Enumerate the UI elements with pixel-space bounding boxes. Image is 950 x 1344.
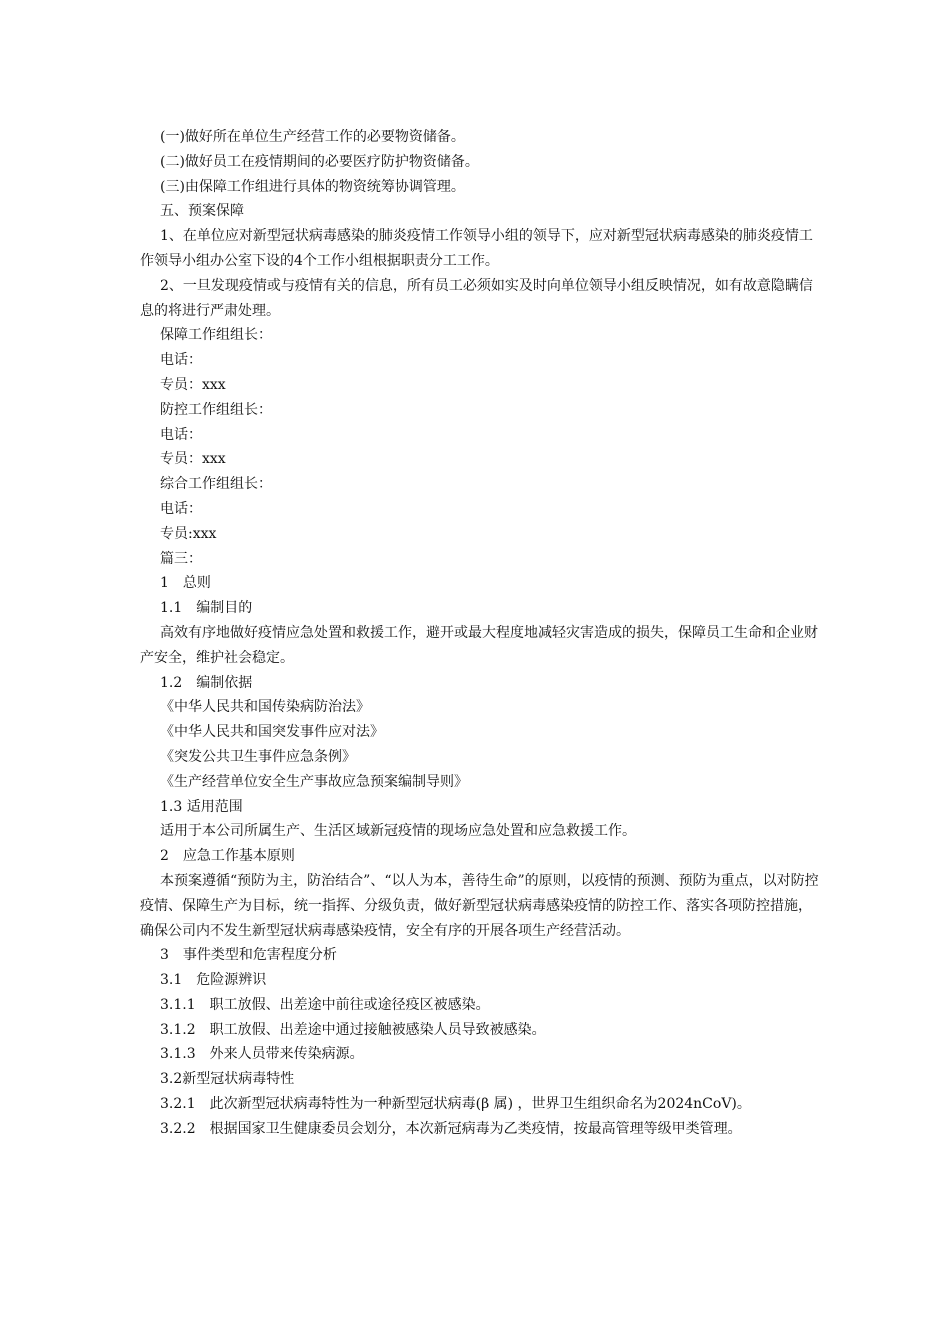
section-heading-general: 1 总则 <box>160 575 211 592</box>
paragraph-principles: 本预案遵循“预防为主，防治结合”、“以人为本，善待生命”的原则，以疫情的预测、预防为重点，以对防控疫情、保障生产为目标，统一指挥、分级负责，做好新型冠状病毒感染疫情的防控工作、落实各项防控措施，确保公司内不发生新型冠状病毒感染疫情，安全有序的开展各项生产经营活动。 <box>140 872 819 939</box>
hazard-item-2: 3.1.2 职工放假、出差途中通过接触被感染人员导致被感染。 <box>160 1021 546 1038</box>
support-group-leader: 保障工作组组长： <box>160 327 272 344</box>
general-group-phone: 电话： <box>160 500 202 517</box>
subsection-heading-scope: 1.3 适用范围 <box>160 798 243 815</box>
basis-law-1: 《中华人民共和国传染病防治法》 <box>160 699 370 716</box>
paragraph-material-reserve-1: (一)做好所在单位生产经营工作的必要物资储备。 <box>160 129 465 145</box>
subsection-heading-purpose: 1.1 编制目的 <box>160 600 253 617</box>
general-group-leader: 综合工作组组长： <box>160 476 272 493</box>
basis-law-2: 《中华人民共和国突发事件应对法》 <box>160 724 384 741</box>
hazard-item-3: 3.1.3 外来人员带来传染病源。 <box>160 1046 364 1063</box>
paragraph-guarantee-1: 1、在单位应对新型冠状病毒感染的肺炎疫情工作领导小组的领导下，应对新型冠状病毒感染的肺炎疫情工作领导小组办公室下设的4个工作小组根据职责分工工作。 <box>140 228 813 269</box>
part-three-heading: 篇三： <box>160 550 202 567</box>
section-heading-event-analysis: 3 事件类型和危害程度分析 <box>160 947 337 964</box>
prevention-group-phone: 电话： <box>160 426 202 443</box>
basis-law-4: 《生产经营单位安全生产事故应急预案编制导则》 <box>160 773 468 790</box>
subsection-heading-virus-characteristics: 3.2新型冠状病毒特性 <box>160 1071 295 1088</box>
document-page <box>140 125 825 1142</box>
prevention-group-specialist: 专员：xxx <box>160 451 226 468</box>
paragraph-purpose: 高效有序地做好疫情应急处置和救援工作，避开或最大程度地减轻灾害造成的损失，保障员工生命和企业财产安全，维护社会稳定。 <box>140 624 818 666</box>
section-heading-principles: 2 应急工作基本原则 <box>160 848 295 865</box>
subsection-heading-basis: 1.2 编制依据 <box>160 674 253 691</box>
paragraph-guarantee-2: 2、一旦发现疫情或与疫情有关的信息，所有员工必须如实及时向单位领导小组反映情况，如有故意隐瞒信息的将进行严肃处理。 <box>140 277 813 319</box>
section-heading-plan-guarantee: 五、预案保障 <box>160 203 244 220</box>
hazard-item-1: 3.1.1 职工放假、出差途中前往或途径疫区被感染。 <box>160 996 490 1013</box>
general-group-specialist: 专员:xxx <box>160 525 217 542</box>
support-group-phone: 电话： <box>160 352 202 369</box>
basis-law-3: 《突发公共卫生事件应急条例》 <box>160 748 356 765</box>
support-group-specialist: 专员：xxx <box>160 376 226 393</box>
paragraph-scope: 适用于本公司所属生产、生活区域新冠疫情的现场应急处置和应急救援工作。 <box>160 823 636 840</box>
paragraph-material-reserve-2: (二)做好员工在疫情期间的必要医疗防护物资储备。 <box>160 153 479 170</box>
paragraph-material-reserve-3: (三)由保障工作组进行具体的物资统筹协调管理。 <box>160 178 465 195</box>
subsection-heading-hazard-identification: 3.1 危险源辨识 <box>160 972 267 989</box>
virus-item-1: 3.2.1 此次新型冠状病毒特性为一种新型冠状病毒(β 属) ，世界卫生组织命名为2024nCoV)。 <box>160 1096 751 1113</box>
virus-item-2: 3.2.2 根据国家卫生健康委员会划分，本次新冠病毒为乙类疫情，按最高管理等级甲类管理。 <box>160 1120 742 1137</box>
prevention-group-leader: 防控工作组组长： <box>160 401 272 418</box>
